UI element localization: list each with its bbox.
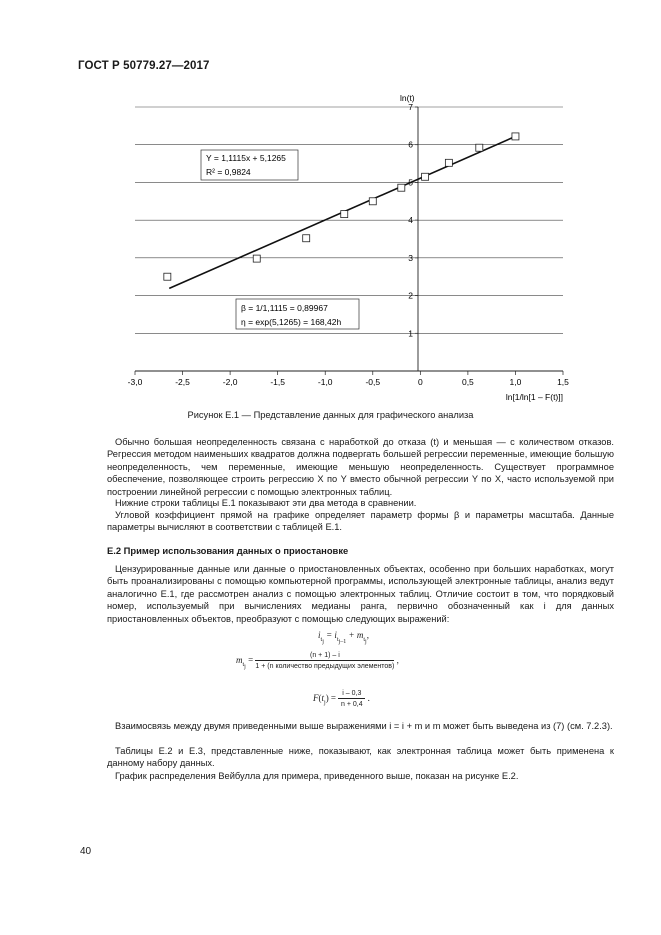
- paragraph-2: Нижние строки таблицы Е.1 показывают эти два метода в сравнении.: [115, 498, 417, 508]
- figure-caption: Рисунок Е.1 — Представление данных для графического анализа: [187, 410, 474, 420]
- formula-2: $m_{t_j}$ = $\frac{(n + 1) - i}{\text{1 + (n количество предыдущих элементов)}}$ ,: [236, 652, 399, 671]
- x-tick-label: -2,0: [222, 377, 238, 387]
- beta-line: β = 1/1,1115 = 0,89967: [241, 303, 328, 313]
- y-tick-label: 7: [408, 102, 413, 112]
- x-axis-label: ln[1/ln[1 – F(t)]]: [505, 392, 563, 402]
- x-tick-label: -0,5: [365, 377, 381, 387]
- equation-line: Y = 1,1115x + 5,1265: [206, 153, 286, 163]
- x-tick-label: 1,0: [509, 377, 522, 387]
- data-point: [512, 133, 519, 140]
- closing-paragraph-3: График распределения Вейбулла для примера, приведенного выше, показан на рисунке Е.2.: [115, 771, 519, 781]
- x-tick-label: -1,5: [270, 377, 285, 387]
- y-tick-label: 1: [408, 328, 413, 339]
- y-axis-label: ln(t): [400, 93, 415, 103]
- r-squared-line: R² = 0,9824: [206, 167, 251, 177]
- paragraph-1: Обычно большая неопределенность связана с наработкой до отказа (t) и меньшая — с количеством отказов. Регрессия методом наименьших квадратов должна подвергать большей регрессии переменные, имеющие большую неопределенность, чем переменные, имеющие меньшую неопределенность. Существует программное обеспечение, позволяющее строить регрессию X по Y вместо обычной регрессии Y по X, часто используемой при построении линейной регрессии с помощью электронных таблиц.: [107, 437, 614, 497]
- data-point: [253, 255, 260, 262]
- closing-paragraph-2: Таблицы Е.2 и Е.3, представленные ниже, показывают, как электронная таблица может быть применена к данному набору данных.: [107, 746, 614, 769]
- x-tick-label: -2,5: [175, 377, 190, 387]
- x-tick-label: -1,0: [317, 377, 333, 387]
- data-point: [369, 198, 376, 205]
- equation-box: [201, 150, 298, 180]
- x-tick-label: 0: [417, 377, 423, 387]
- data-point: [398, 184, 405, 191]
- data-point: [341, 211, 348, 218]
- y-tick-label: 2: [408, 290, 413, 301]
- y-tick-label: 6: [408, 139, 413, 150]
- data-point: [422, 173, 429, 180]
- y-tick-label: 3: [408, 252, 413, 263]
- data-point: [303, 235, 310, 242]
- parameters-box: [236, 299, 359, 329]
- x-tick-label: -3,0: [127, 377, 143, 387]
- formula-1: $i_{t_j} = i_{t_{j-1}} + m_{t_j}$,: [318, 630, 369, 645]
- x-tick-label: 0,5: [461, 377, 474, 387]
- data-point: [445, 159, 452, 166]
- y-tick-label: 4: [408, 215, 413, 226]
- weibull-regression-chart: [0, 0, 661, 405]
- page-number: 40: [80, 846, 92, 857]
- paragraph-3: Угловой коэффициент прямой на графике определяет параметр формы β и параметры масштаба. Данные параметры вычисляют в соответствии с таблицей Е.1.: [107, 510, 614, 533]
- section-paragraph: Цензурированные данные или данные о приостановленных объектах, особенно при больших наработках, могут быть проанализированы с помощью компьютерной программы, использующей электронные таблицы, анализ ведут аналогично Е.1, где рассмотрен анализ с помощью электронных таблиц. Отличие состоит в том, что порядковый номер, используемый при вычислениях медианы ранга, первично обозначенный как i для данных приостановленных объектов, преобразуют с помощью следующих выражений:: [107, 564, 614, 624]
- eta-line: η = exp(5,1265) = 168,42h: [241, 317, 342, 327]
- data-point: [476, 144, 483, 151]
- formula-3: $F(t_j)$ = $\frac{i - 0,3}{n + 0,4}$ .: [313, 690, 370, 708]
- closing-paragraph-1: Взаимосвязь между двумя приведенными выше выражениями i = i + m и m может быть выведена из (7) (см. 7.2.3).: [115, 721, 613, 731]
- x-tick-label: 1,5: [557, 377, 569, 387]
- section-title: Е.2 Пример использования данных о приостановке: [107, 545, 349, 556]
- data-point: [164, 273, 171, 280]
- document-header: ГОСТ Р 50779.27—2017: [78, 60, 210, 72]
